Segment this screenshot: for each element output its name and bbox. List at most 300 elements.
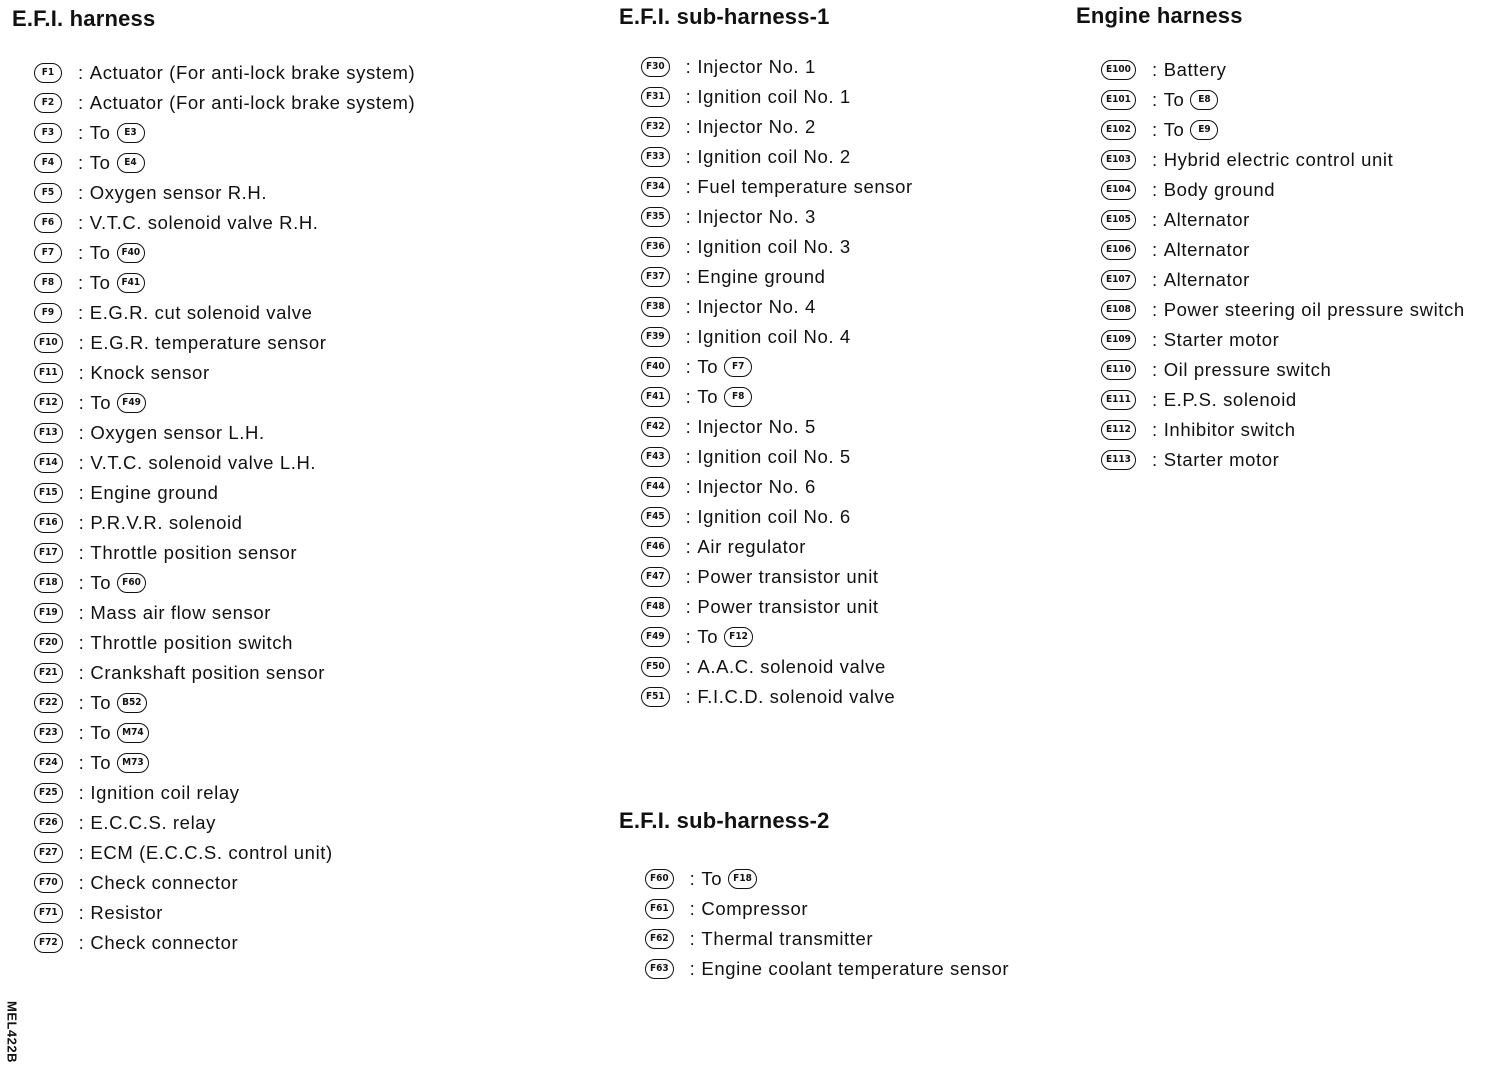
connector-code-badge: F12 (34, 393, 63, 413)
connector-code-badge: F21 (34, 663, 63, 683)
connector-code-badge: E107 (1101, 270, 1136, 290)
connector-description: To (1163, 119, 1185, 140)
efi-harness-title: E.F.I. harness (12, 6, 156, 31)
connector-row (34, 58, 415, 88)
linked-connector-badge: F60 (117, 573, 146, 593)
connector-description: Compressor (701, 898, 809, 919)
connector-description: To (697, 626, 719, 647)
linked-connector-badge: F49 (117, 393, 146, 413)
separator: : (1151, 179, 1158, 200)
separator: : (685, 626, 692, 647)
separator: : (685, 86, 692, 107)
connector-row (1101, 205, 1465, 235)
linked-connector-badge: M73 (117, 753, 148, 773)
connector-code-badge: F70 (34, 873, 63, 893)
connector-code-badge: F23 (34, 723, 63, 743)
separator: : (1151, 119, 1158, 140)
connector-code-badge: F2 (34, 93, 62, 113)
connector-description: E.P.S. solenoid (1163, 389, 1297, 410)
separator: : (78, 302, 84, 323)
separator: : (1151, 209, 1158, 230)
connector-code-badge: E108 (1101, 300, 1136, 320)
separator: : (78, 752, 85, 773)
separator: : (1151, 59, 1158, 80)
connector-code-badge: F44 (641, 477, 670, 497)
connector-code-badge: E106 (1101, 240, 1136, 260)
connector-row (1101, 295, 1465, 325)
efi-sub-harness-1-section (619, 4, 913, 712)
connector-row (1101, 175, 1465, 205)
separator: : (78, 722, 85, 743)
connector-description: Injector No. 5 (697, 416, 816, 437)
separator: : (685, 266, 692, 287)
connector-row (641, 652, 913, 682)
connector-description: P.R.V.R. solenoid (90, 512, 243, 533)
connector-description: To (90, 572, 112, 593)
connector-row (34, 748, 415, 778)
connector-code-badge: F61 (645, 899, 674, 919)
connector-row (34, 478, 415, 508)
connector-code-badge: F25 (34, 783, 63, 803)
connector-description: To (89, 122, 111, 143)
separator: : (1151, 149, 1158, 170)
connector-description: E.G.R. cut solenoid valve (89, 302, 313, 323)
connector-description: Knock sensor (90, 362, 210, 383)
connector-code-badge: E110 (1101, 360, 1136, 380)
separator: : (78, 182, 84, 203)
connector-row (34, 628, 415, 658)
connector-code-badge: E101 (1101, 90, 1136, 110)
connector-description: Ignition coil relay (90, 782, 240, 803)
connector-description: To (89, 152, 111, 173)
connector-row (34, 538, 415, 568)
separator: : (78, 842, 85, 863)
efi-sub-harness-2-list (645, 864, 1009, 984)
connector-row (34, 328, 415, 358)
engine-harness-list (1101, 55, 1465, 475)
connector-code-badge: F14 (34, 453, 63, 473)
connector-row (641, 382, 913, 412)
separator: : (78, 662, 85, 683)
connector-description: Injector No. 2 (697, 116, 816, 137)
separator: : (685, 56, 692, 77)
connector-description: Thermal transmitter (701, 928, 874, 949)
separator: : (685, 356, 692, 377)
linked-connector-badge: F40 (117, 243, 146, 263)
separator: : (1151, 359, 1158, 380)
separator: : (689, 868, 696, 889)
connector-code-badge: F15 (34, 483, 63, 503)
separator: : (1151, 269, 1158, 290)
connector-description: Ignition coil No. 1 (697, 86, 851, 107)
separator: : (685, 146, 692, 167)
connector-code-badge: F20 (34, 633, 63, 653)
separator: : (685, 176, 692, 197)
connector-row (34, 838, 415, 868)
separator: : (685, 116, 692, 137)
figure-code (2, 993, 22, 1071)
connector-row (641, 562, 913, 592)
connector-description: Actuator (For anti-lock brake system) (89, 62, 416, 83)
connector-description: Battery (1163, 59, 1227, 80)
linked-connector-badge: F7 (724, 357, 752, 377)
connector-row (1101, 55, 1465, 85)
connector-row (34, 118, 415, 148)
connector-row (34, 358, 415, 388)
linked-connector-badge: M74 (117, 723, 148, 743)
separator: : (78, 332, 85, 353)
connector-description: To (90, 392, 112, 413)
connector-row (34, 268, 415, 298)
connector-row (645, 894, 1009, 924)
connector-row (34, 508, 415, 538)
connector-code-badge: F27 (34, 843, 63, 863)
efi-sub-harness-1-title: E.F.I. sub-harness-1 (619, 4, 830, 29)
connector-code-badge: F47 (641, 567, 670, 587)
connector-description: Ignition coil No. 4 (697, 326, 851, 347)
engine-harness-title: Engine harness (1076, 3, 1243, 28)
separator: : (78, 212, 84, 233)
connector-row (641, 502, 913, 532)
connector-description: Alternator (1163, 269, 1250, 290)
connector-code-badge: F43 (641, 447, 670, 467)
connector-row (34, 448, 415, 478)
connector-code-badge: F6 (34, 213, 62, 233)
separator: : (78, 152, 84, 173)
connector-row (641, 472, 913, 502)
connector-row (1101, 115, 1465, 145)
connector-code-badge: F19 (34, 603, 63, 623)
connector-code-badge: F38 (641, 297, 670, 317)
linked-connector-badge: F8 (724, 387, 752, 407)
connector-description: E.G.R. temperature sensor (90, 332, 327, 353)
separator: : (78, 422, 85, 443)
connector-row (34, 658, 415, 688)
connector-row (641, 442, 913, 472)
connector-row (1101, 325, 1465, 355)
connector-row (1101, 85, 1465, 115)
connector-description: Oxygen sensor R.H. (89, 182, 268, 203)
connector-description: Alternator (1163, 239, 1250, 260)
separator: : (689, 898, 696, 919)
separator: : (685, 566, 692, 587)
connector-code-badge: F42 (641, 417, 670, 437)
separator: : (685, 476, 692, 497)
connector-code-badge: F22 (34, 693, 63, 713)
connector-code-badge: F5 (34, 183, 62, 203)
connector-description: Power transistor unit (697, 596, 879, 617)
connector-description: Engine ground (90, 482, 219, 503)
connector-description: To (89, 272, 111, 293)
connector-description: Hybrid electric control unit (1163, 149, 1394, 170)
separator: : (78, 62, 84, 83)
linked-connector-badge: F41 (117, 273, 146, 293)
connector-row (645, 924, 1009, 954)
linked-connector-badge: E9 (1190, 120, 1218, 140)
efi-sub-harness-2-section (619, 808, 1009, 984)
linked-connector-badge: E4 (117, 153, 145, 173)
connector-code-badge: F45 (641, 507, 670, 527)
connector-description: To (1163, 89, 1185, 110)
connector-row (34, 298, 415, 328)
connector-row (34, 88, 415, 118)
separator: : (78, 272, 84, 293)
connector-description: Ignition coil No. 6 (697, 506, 851, 527)
separator: : (78, 362, 85, 383)
connector-row (641, 172, 913, 202)
connector-description: Injector No. 1 (697, 56, 816, 77)
connector-description: Power steering oil pressure switch (1163, 299, 1465, 320)
connector-code-badge: E113 (1101, 450, 1136, 470)
connector-code-badge: F34 (641, 177, 670, 197)
connector-code-badge: F11 (34, 363, 63, 383)
connector-row (34, 568, 415, 598)
separator: : (78, 902, 85, 923)
connector-code-badge: F72 (34, 933, 63, 953)
connector-row (34, 148, 415, 178)
connector-code-badge: F4 (34, 153, 62, 173)
connector-row (641, 262, 913, 292)
connector-code-badge: E112 (1101, 420, 1136, 440)
connector-code-badge: F26 (34, 813, 63, 833)
separator: : (685, 386, 692, 407)
separator: : (685, 236, 692, 257)
connector-description: V.T.C. solenoid valve L.H. (90, 452, 317, 473)
connector-code-badge: F24 (34, 753, 63, 773)
separator: : (78, 692, 85, 713)
connector-description: Alternator (1163, 209, 1250, 230)
connector-row (1101, 235, 1465, 265)
engine-harness-section (1076, 3, 1465, 475)
separator: : (1151, 329, 1158, 350)
connector-row (641, 412, 913, 442)
connector-code-badge: F41 (641, 387, 670, 407)
separator: : (1151, 389, 1158, 410)
separator: : (78, 602, 85, 623)
connector-description: To (90, 722, 112, 743)
separator: : (78, 122, 84, 143)
connector-row (645, 954, 1009, 984)
connector-row (1101, 265, 1465, 295)
connector-description: To (90, 752, 112, 773)
connector-description: Body ground (1163, 179, 1276, 200)
connector-row (34, 388, 415, 418)
connector-code-badge: E100 (1101, 60, 1136, 80)
connector-row (34, 178, 415, 208)
connector-description: To (701, 868, 723, 889)
connector-row (34, 238, 415, 268)
separator: : (1151, 89, 1158, 110)
connector-row (34, 418, 415, 448)
separator: : (78, 512, 85, 533)
separator: : (78, 782, 85, 803)
connector-description: Injector No. 6 (697, 476, 816, 497)
connector-description: V.T.C. solenoid valve R.H. (89, 212, 319, 233)
connector-row (34, 778, 415, 808)
connector-description: A.A.C. solenoid valve (697, 656, 886, 677)
connector-description: Throttle position sensor (90, 542, 298, 563)
separator: : (78, 242, 84, 263)
connector-code-badge: E102 (1101, 120, 1136, 140)
connector-code-badge: F7 (34, 243, 62, 263)
efi-sub-harness-1-list (641, 52, 913, 712)
connector-description: Starter motor (1163, 329, 1280, 350)
separator: : (689, 928, 696, 949)
separator: : (78, 812, 85, 833)
connector-code-badge: E109 (1101, 330, 1136, 350)
connector-description: Oxygen sensor L.H. (90, 422, 265, 443)
linked-connector-badge: E3 (117, 123, 145, 143)
connector-description: Engine ground (697, 266, 826, 287)
connector-row (1101, 385, 1465, 415)
connector-code-badge: F13 (34, 423, 63, 443)
linked-connector-badge: F18 (728, 869, 757, 889)
connector-row (641, 82, 913, 112)
figure-code-label: MEL422B (4, 1000, 20, 1064)
connector-row (34, 868, 415, 898)
connector-description: Power transistor unit (697, 566, 879, 587)
separator: : (685, 596, 692, 617)
connector-code-badge: E105 (1101, 210, 1136, 230)
connector-row (34, 688, 415, 718)
connector-row (1101, 445, 1465, 475)
separator: : (685, 206, 692, 227)
connector-code-badge: F40 (641, 357, 670, 377)
connector-code-badge: F32 (641, 117, 670, 137)
connector-row (641, 592, 913, 622)
separator: : (685, 416, 692, 437)
connector-code-badge: F63 (645, 959, 674, 979)
connector-description: E.C.C.S. relay (90, 812, 217, 833)
connector-code-badge: F49 (641, 627, 670, 647)
separator: : (685, 446, 692, 467)
separator: : (685, 686, 692, 707)
connector-row (641, 232, 913, 262)
connector-code-badge: F1 (34, 63, 62, 83)
connector-code-badge: F39 (641, 327, 670, 347)
connector-code-badge: F36 (641, 237, 670, 257)
connector-description: Crankshaft position sensor (90, 662, 326, 683)
connector-code-badge: F62 (645, 929, 674, 949)
connector-row (34, 928, 415, 958)
connector-description: Check connector (90, 932, 239, 953)
connector-description: Injector No. 4 (697, 296, 816, 317)
linked-connector-badge: B52 (117, 693, 146, 713)
separator: : (78, 632, 85, 653)
connector-code-badge: F3 (34, 123, 62, 143)
connector-code-badge: F51 (641, 687, 670, 707)
connector-description: Injector No. 3 (697, 206, 816, 227)
separator: : (685, 506, 692, 527)
separator: : (685, 536, 692, 557)
connector-code-badge: F9 (34, 303, 62, 323)
connector-row (34, 718, 415, 748)
connector-code-badge: E111 (1101, 390, 1136, 410)
connector-description: F.I.C.D. solenoid valve (697, 686, 896, 707)
connector-row (641, 682, 913, 712)
connector-code-badge: F46 (641, 537, 670, 557)
separator: : (685, 656, 692, 677)
separator: : (1151, 449, 1158, 470)
connector-code-badge: F33 (641, 147, 670, 167)
efi-sub-harness-2-title: E.F.I. sub-harness-2 (619, 808, 830, 833)
connector-description: Engine coolant temperature sensor (701, 958, 1010, 979)
separator: : (1151, 299, 1158, 320)
separator: : (78, 482, 85, 503)
connector-row (645, 864, 1009, 894)
connector-row (1101, 415, 1465, 445)
connector-description: Fuel temperature sensor (697, 176, 913, 197)
connector-description: Actuator (For anti-lock brake system) (89, 92, 416, 113)
separator: : (1151, 239, 1158, 260)
connector-description: To (89, 242, 111, 263)
connector-row (641, 322, 913, 352)
connector-row (34, 208, 415, 238)
connector-description: Throttle position switch (90, 632, 293, 653)
connector-description: Starter motor (1163, 449, 1280, 470)
connector-row (641, 142, 913, 172)
connector-description: Check connector (90, 872, 239, 893)
connector-row (1101, 355, 1465, 385)
connector-code-badge: F35 (641, 207, 670, 227)
connector-description: To (90, 692, 112, 713)
connector-row (34, 598, 415, 628)
connector-code-badge: E104 (1101, 180, 1136, 200)
separator: : (78, 92, 84, 113)
separator: : (78, 872, 85, 893)
separator: : (78, 542, 85, 563)
connector-row (641, 622, 913, 652)
connector-description: ECM (E.C.C.S. control unit) (90, 842, 333, 863)
connector-description: To (697, 386, 719, 407)
connector-description: Ignition coil No. 2 (697, 146, 851, 167)
separator: : (1151, 419, 1158, 440)
connector-code-badge: F18 (34, 573, 63, 593)
connector-code-badge: F8 (34, 273, 62, 293)
connector-description: Oil pressure switch (1163, 359, 1332, 380)
connector-description: To (697, 356, 719, 377)
connector-description: Ignition coil No. 3 (697, 236, 851, 257)
separator: : (78, 932, 85, 953)
connector-code-badge: F31 (641, 87, 670, 107)
connector-row (641, 202, 913, 232)
linked-connector-badge: E8 (1190, 90, 1218, 110)
connector-row (641, 292, 913, 322)
connector-description: Resistor (90, 902, 164, 923)
connector-description: Air regulator (697, 536, 806, 557)
connector-row (641, 52, 913, 82)
separator: : (78, 572, 85, 593)
connector-code-badge: F37 (641, 267, 670, 287)
connector-row (1101, 145, 1465, 175)
connector-row (641, 532, 913, 562)
connector-code-badge: E103 (1101, 150, 1136, 170)
separator: : (685, 326, 692, 347)
connector-description: Mass air flow sensor (90, 602, 272, 623)
efi-harness-list (34, 58, 415, 958)
connector-code-badge: F16 (34, 513, 63, 533)
connector-row (34, 898, 415, 928)
separator: : (78, 452, 85, 473)
connector-code-badge: F17 (34, 543, 63, 563)
separator: : (685, 296, 692, 317)
connector-code-badge: F50 (641, 657, 670, 677)
connector-code-badge: F71 (34, 903, 63, 923)
connector-row (34, 808, 415, 838)
linked-connector-badge: F12 (724, 627, 753, 647)
efi-harness-section (12, 6, 415, 958)
connector-code-badge: F10 (34, 333, 63, 353)
